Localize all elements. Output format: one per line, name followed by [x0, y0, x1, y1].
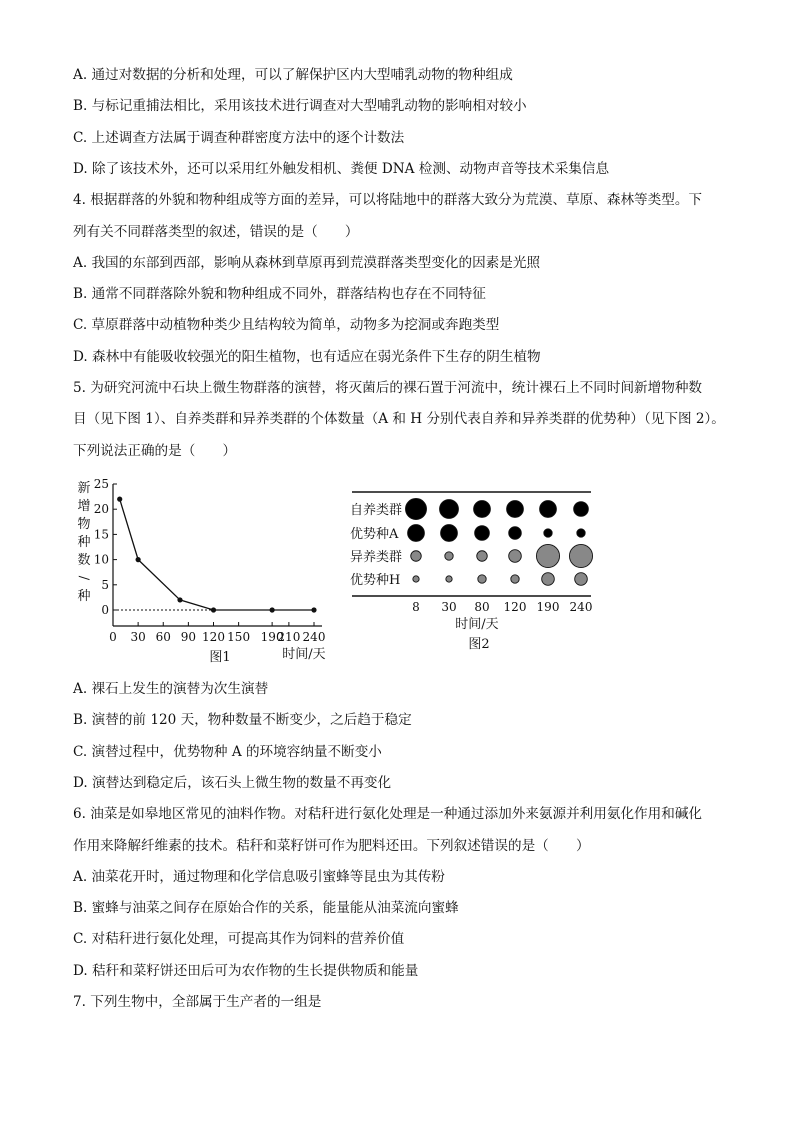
text-line: B. 通常不同群落除外貌和物种组成不同外，群落结构也存在不同特征	[73, 286, 486, 303]
text-line: B. 蜜蜂与油菜之间存在原始合作的关系，能量能从油菜流向蜜蜂	[73, 900, 459, 917]
y-axis-label-char: /	[76, 575, 91, 581]
y-tick-label: 15	[93, 527, 109, 542]
y-axis-label-char: 种	[77, 535, 91, 550]
text-line: C. 上述调查方法属于调查种群密度方法中的逐个计数法	[73, 129, 405, 146]
x-tick-label: 60	[155, 630, 171, 644]
y-axis-label-char: 种	[77, 589, 91, 604]
bubble	[540, 501, 557, 518]
x-tick-label: 90	[180, 630, 197, 644]
text-line: B. 演替的前 120 天，物种数量不断变少，之后趋于稳定	[73, 712, 412, 729]
bubble	[509, 550, 522, 563]
bubble	[440, 500, 459, 519]
x-tick-label: 8	[412, 600, 420, 614]
data-point	[211, 607, 216, 612]
text-line: A. 油菜花开时，通过物理和化学信息吸引蜜蜂等昆虫为其传粉	[73, 868, 445, 885]
bubble	[511, 575, 519, 583]
y-tick-label: 20	[93, 502, 109, 517]
text-line: C. 演替过程中，优势物种 A 的环境容纳量不断变小	[73, 743, 382, 760]
bubble	[474, 501, 491, 518]
x-tick-label: 150	[227, 630, 251, 644]
figure-1-data	[117, 497, 316, 613]
bubble	[478, 575, 486, 583]
y-tick-label: 10	[93, 552, 109, 567]
x-tick-label: 30	[441, 600, 457, 614]
y-axis-label-char: 数	[77, 553, 91, 568]
y-tick-label: 25	[93, 477, 109, 491]
y-axis-label-char: 物	[77, 517, 91, 532]
figure-1-caption: 图1	[209, 650, 231, 665]
text-line: D. 除了该技术外，还可以采用红外触发相机、粪便 DNA 检测、动物声音等技术采集信息	[73, 160, 610, 177]
x-tick-label: 80	[474, 600, 490, 614]
text-line: D. 演替达到稳定后，该石头上微生物的数量不再变化	[73, 774, 392, 791]
row-label: 自养类群	[350, 503, 403, 518]
bubble	[406, 499, 427, 520]
y-tick-label: 5	[101, 577, 109, 592]
x-tick-label: 190	[536, 600, 560, 614]
x-tick-label: 120	[202, 630, 225, 644]
bubble	[536, 544, 559, 567]
figure-2-caption: 图2	[468, 637, 490, 652]
text-line: C. 草原群落中动植物种类少且结构较为简单，动物多为挖洞或奔跑类型	[73, 317, 500, 334]
y-axis-label-char: 增	[77, 499, 91, 514]
bubble	[441, 525, 458, 542]
x-axis-label: 时间/天	[455, 617, 499, 632]
bubble	[445, 552, 453, 560]
x-tick-label: 30	[130, 630, 146, 644]
bubble	[446, 576, 452, 582]
bubble	[577, 529, 585, 537]
figure-2-bubble-chart	[345, 484, 605, 656]
x-axis-label: 时间/天	[282, 647, 326, 662]
x-tick-label: 210	[277, 630, 301, 644]
text-line: D. 森林中有能吸收较强光的阳生植物，也有适应在弱光条件下生存的阴生植物	[73, 348, 541, 365]
x-tick-label: 120	[503, 600, 527, 614]
bubble	[542, 573, 555, 586]
series-line	[120, 499, 314, 610]
row-label: 异养类群	[350, 550, 403, 565]
bubble	[507, 501, 524, 518]
bubble	[413, 576, 419, 582]
text-line: C. 对秸秆进行氨化处理，可提高其作为饲料的营养价值	[73, 931, 405, 948]
text-line: 下列说法正确的是（ ）	[73, 442, 237, 459]
bubble	[575, 573, 588, 586]
x-tick-label: 190	[260, 630, 284, 644]
figure-1-line-chart	[70, 476, 340, 668]
text-line: 目（见下图 1）、自养类群和异养类群的个体数量（A 和 H 分别代表自养和异养类群的优势种）（见下图 2）。	[73, 411, 725, 428]
x-tick-label: 240	[302, 630, 326, 644]
bubble	[569, 544, 592, 567]
text-line: B. 与标记重捕法相比，采用该技术进行调查对大型哺乳动物的影响相对较小	[73, 98, 527, 115]
text-line: A. 通过对数据的分析和处理，可以了解保护区内大型哺乳动物的物种组成	[73, 67, 513, 83]
text-line: 列有关不同群落类型的叙述，错误的是（ ）	[73, 223, 359, 240]
text-line: 6. 油菜是如皋地区常见的油料作物。对秸秆进行氨化处理是一种通过添加外来氨源并利用氨化作用和碱化	[73, 806, 703, 823]
bubble	[477, 551, 488, 562]
text-line: 4. 根据群落的外貌和物种组成等方面的差异，可以将陆地中的群落大致分为荒漠、草原、森林等类型。下	[73, 192, 703, 209]
text-line: 作用来降解纤维素的技术。秸秆和菜籽饼可作为肥料还田。下列叙述错误的是（ ）	[73, 837, 590, 854]
text-line: 5. 为研究河流中石块上微生物群落的演替，将灭菌后的裸石置于河流中，统计裸石上不同时间新增物种数	[73, 380, 703, 396]
bubble	[544, 529, 552, 537]
bubble	[408, 525, 425, 542]
bubble	[574, 502, 589, 517]
data-point	[177, 597, 182, 602]
y-tick-label: 0	[101, 603, 109, 617]
data-point	[270, 607, 275, 612]
text-line: A. 裸石上发生的演替为次生演替	[73, 681, 269, 697]
figure-2-body	[350, 492, 593, 632]
x-tick-label: 240	[569, 600, 593, 614]
text-line: D. 秸秆和菜籽饼还田后可为农作物的生长提供物质和能量	[73, 962, 419, 979]
text-line: 7. 下列生物中，全部属于生产者的一组是	[73, 994, 322, 1010]
row-label: 优势种A	[350, 527, 399, 542]
y-axis-label-char: 新	[77, 481, 91, 496]
x-tick-label: 0	[109, 630, 117, 644]
row-label: 优势种H	[350, 573, 401, 588]
bubble	[475, 526, 490, 541]
bubble	[411, 551, 422, 562]
text-line: A. 我国的东部到西部，影响从森林到草原再到荒漠群落类型变化的因素是光照	[73, 254, 541, 271]
figure-1-axes	[76, 477, 326, 662]
data-point	[136, 557, 141, 562]
bubble	[509, 527, 522, 540]
data-point	[117, 497, 122, 502]
data-point	[311, 607, 316, 612]
